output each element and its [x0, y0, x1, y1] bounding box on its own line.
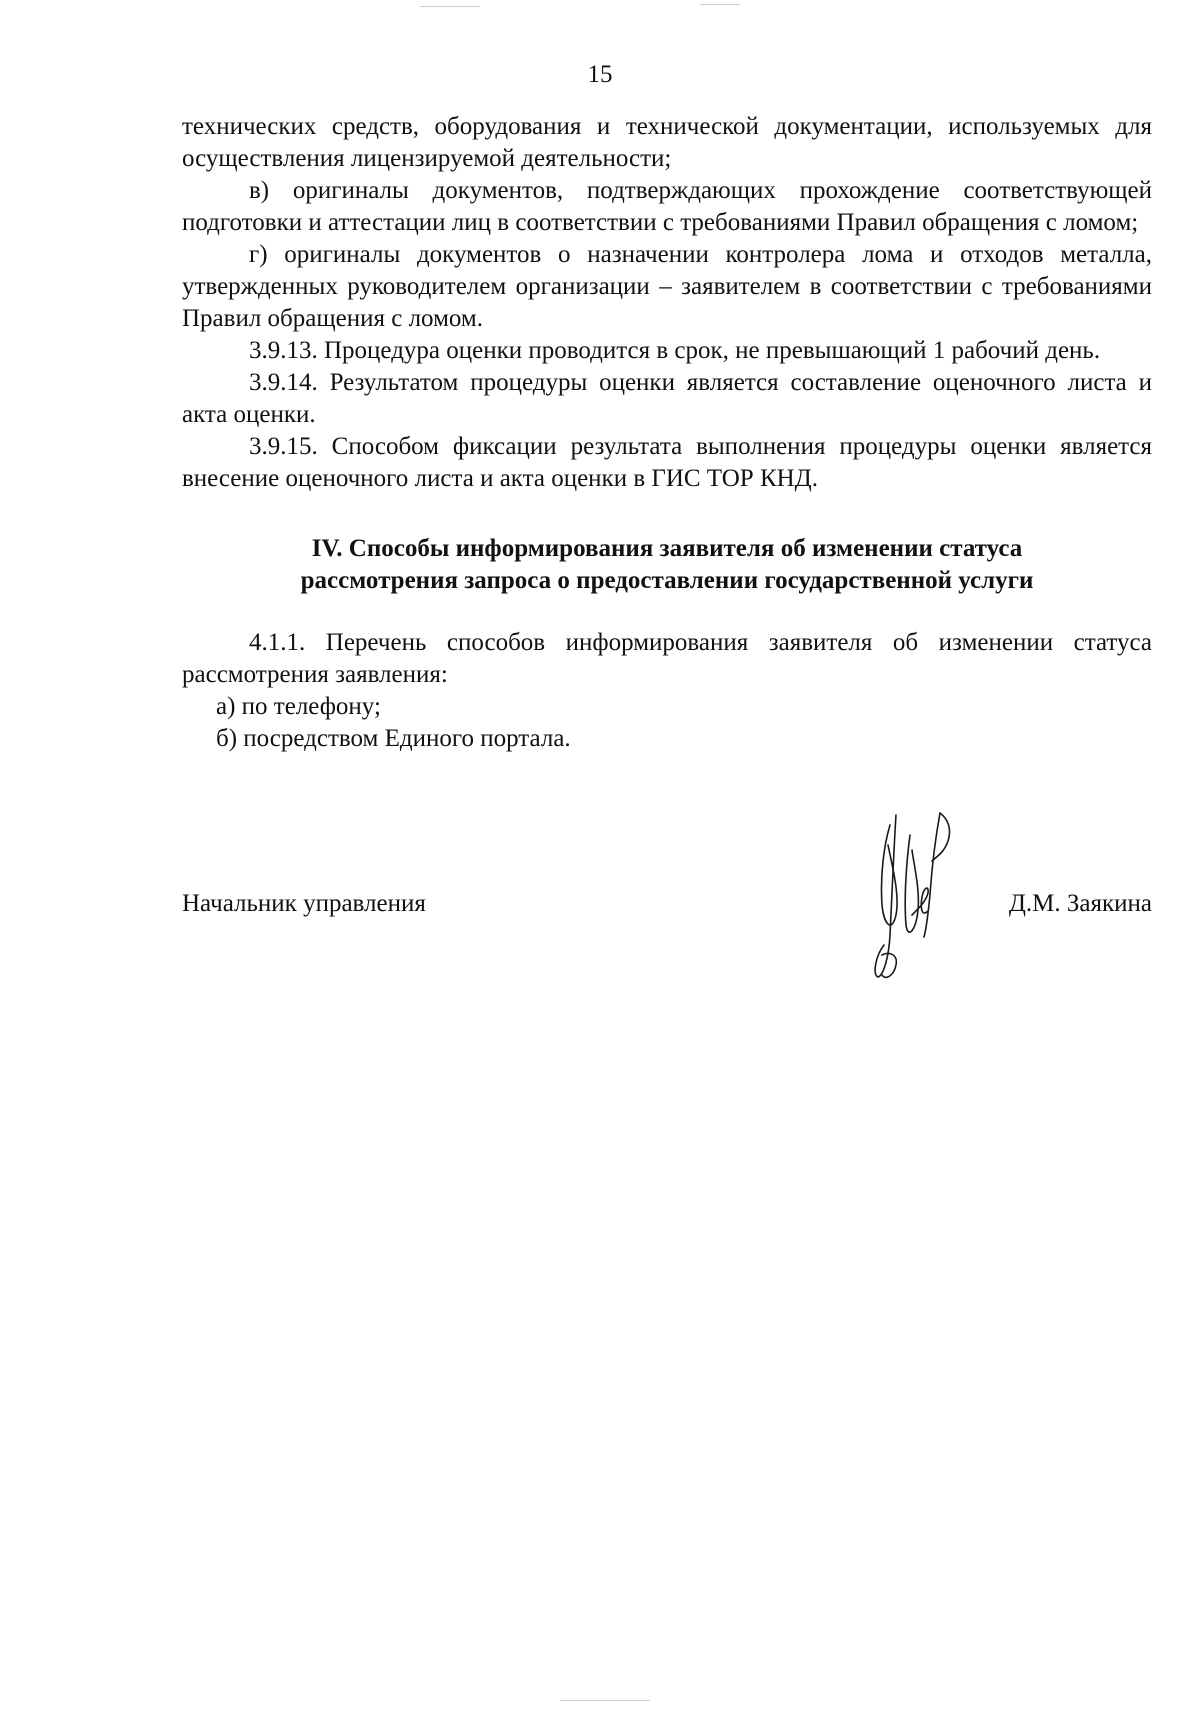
section-heading-line-1: IV. Способы информирования заявителя об изменении статуса — [311, 535, 1023, 562]
paragraph-item-g: г) оригиналы документов о назначении контролера лома и отходов металла, утвержденных руководителем организации – заявителем в соответствии с требованиями Правил обращения с ломом. — [182, 241, 1152, 332]
paragraph-item-v: в) оригиналы документов, подтверждающих прохождение соответствующей подготовки и аттестации лиц в соответствии с требованиями Правил обращения с ломом; — [182, 177, 1152, 236]
list-item-phone: а) по телефону; — [216, 693, 381, 720]
section-heading — [182, 533, 1152, 597]
scan-artifact — [700, 4, 740, 5]
paragraph-continuation: технических средств, оборудования и технической документации, используемых для осуществления лицензируемой деятельности; — [182, 113, 1152, 172]
paragraph-3-9-13: 3.9.13. Процедура оценки проводится в срок, не превышающий 1 рабочий день. — [249, 337, 1101, 364]
handwritten-signature-icon — [862, 805, 972, 985]
paragraph-3-9-14: 3.9.14. Результатом процедуры оценки является составление оценочного листа и акта оценки. — [182, 369, 1152, 428]
paragraph-4-1-1: 4.1.1. Перечень способов информирования заявителя об изменении статуса рассмотрения заявления: — [182, 629, 1152, 688]
signature-block — [182, 888, 1152, 928]
signatory-name: Д.М. Заякина — [1008, 890, 1152, 917]
paragraph-3-9-15: 3.9.15. Способом фиксации результата выполнения процедуры оценки является внесение оценочного листа и акта оценки в ГИС ТОР КНД. — [182, 433, 1152, 492]
document-body — [182, 111, 1152, 755]
page-number: 15 — [587, 61, 613, 88]
list-item-portal: б) посредством Единого портала. — [216, 725, 571, 752]
scan-artifact — [560, 1700, 650, 1701]
signatory-position: Начальник управления — [182, 890, 426, 917]
section-heading-line-2: рассмотрения запроса о предоставлении государственной услуги — [300, 567, 1034, 594]
scan-artifact — [420, 6, 480, 7]
